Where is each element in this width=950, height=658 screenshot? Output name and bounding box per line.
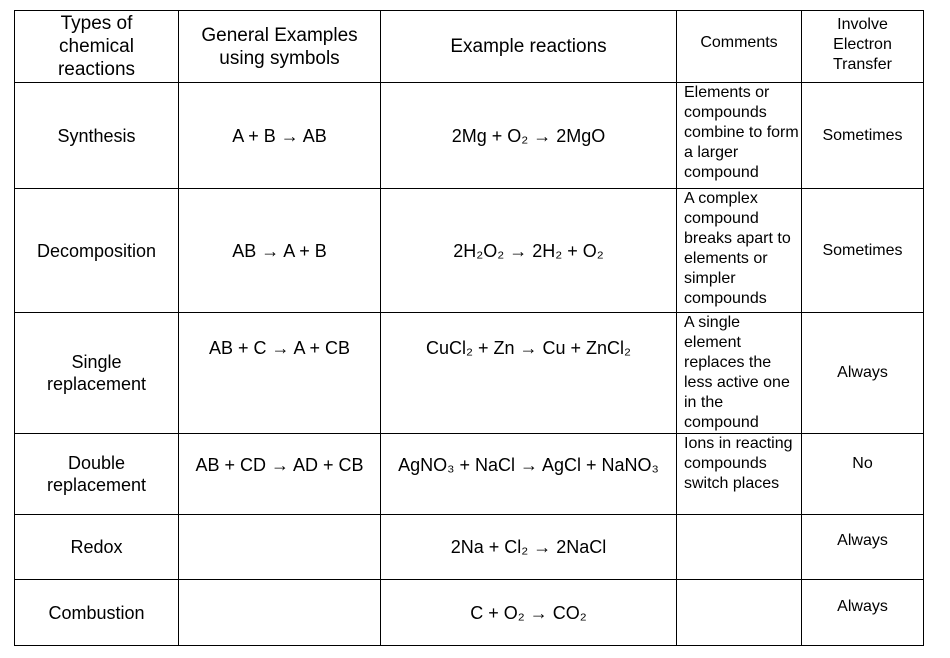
general-example: AB + C → A + CB	[179, 313, 381, 434]
header-comments: Comments	[677, 11, 802, 83]
electron-transfer: Always	[802, 580, 924, 646]
comment: Elements or compounds combine to form a larger compound	[677, 83, 802, 189]
example-reaction: C + O₂ → CO₂	[381, 580, 677, 646]
reaction-type: Decomposition	[15, 189, 179, 313]
comment: A single element replaces the less active one in the compound	[677, 313, 802, 434]
header-electron-transfer: Involve Electron Transfer	[802, 11, 924, 83]
general-example	[179, 515, 381, 580]
header-general-examples: General Examples using symbols	[179, 11, 381, 83]
general-example: AB + CD → AD + CB	[179, 434, 381, 515]
example-reaction: AgNO₃ + NaCl → AgCl + NaNO₃	[381, 434, 677, 515]
header-example-reactions: Example reactions	[381, 11, 677, 83]
reaction-type: Redox	[15, 515, 179, 580]
general-example: A + B → AB	[179, 83, 381, 189]
comment	[677, 515, 802, 580]
header-types: Types of chemical reactions	[15, 11, 179, 83]
comment: Ions in reacting compounds switch places	[677, 434, 802, 515]
example-reaction: CuCl₂ + Zn → Cu + ZnCl₂	[381, 313, 677, 434]
electron-transfer: Sometimes	[802, 83, 924, 189]
electron-transfer: Sometimes	[802, 189, 924, 313]
example-reaction: 2H₂O₂ → 2H₂ + O₂	[381, 189, 677, 313]
chemical-reactions-table	[14, 10, 924, 646]
reaction-type: Double replacement	[15, 434, 179, 515]
table-row	[15, 313, 924, 434]
electron-transfer: Always	[802, 515, 924, 580]
table-row	[15, 434, 924, 515]
electron-transfer: No	[802, 434, 924, 515]
header-row	[15, 11, 924, 83]
reaction-type: Combustion	[15, 580, 179, 646]
example-reaction: 2Na + Cl₂ → 2NaCl	[381, 515, 677, 580]
comment	[677, 580, 802, 646]
comment: A complex compound breaks apart to elements or simpler compounds	[677, 189, 802, 313]
example-reaction: 2Mg + O₂ → 2MgO	[381, 83, 677, 189]
table-row	[15, 83, 924, 189]
general-example	[179, 580, 381, 646]
reaction-type: Synthesis	[15, 83, 179, 189]
table-row	[15, 580, 924, 646]
electron-transfer: Always	[802, 313, 924, 434]
table-row	[15, 189, 924, 313]
general-example: AB → A + B	[179, 189, 381, 313]
reaction-type: Single replacement	[15, 313, 179, 434]
table-row	[15, 515, 924, 580]
